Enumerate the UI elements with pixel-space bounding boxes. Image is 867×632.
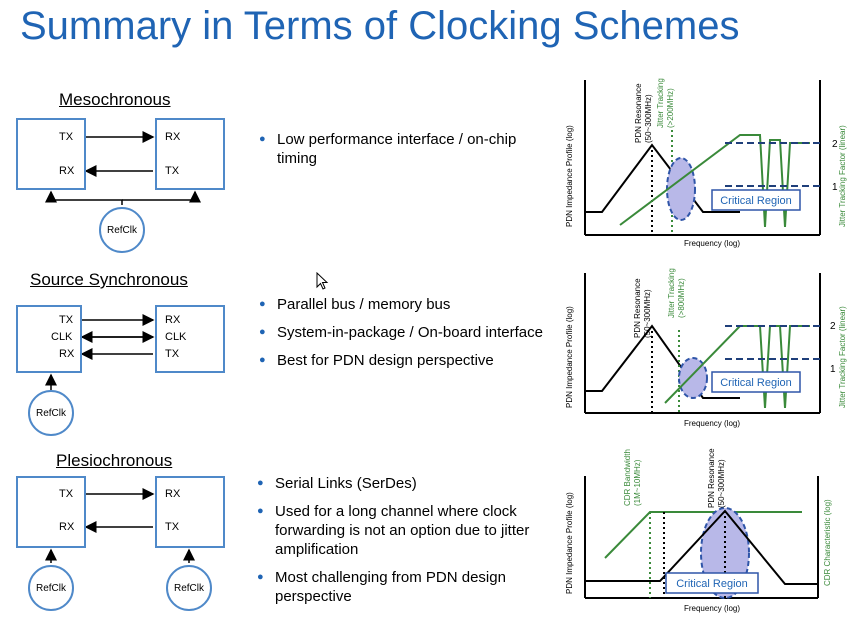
port-label: TX [59,488,74,500]
y2-axis-label: Jitter Tracking Factor (linear) [838,306,847,408]
y-axis-label: PDN Impedance Profile (log) [565,492,574,594]
y2-axis-label: CDR Characteristic (log) [823,499,832,586]
slide-title: Summary in Terms of Clocking Schemes [20,4,740,48]
refclk-circle: RefClk [28,565,74,611]
bullet-item: ● Parallel bus / memory bus [259,295,549,314]
port-label: RX [165,488,181,500]
cdr-label: CDR Bandwidth [623,449,632,506]
tracking-range: (>200MHz) [666,88,675,128]
tracking-range: (>800MHz) [677,278,686,318]
section-title-source-synchronous: Source Synchronous [30,270,188,289]
port-label: RX [165,314,181,326]
section-title-plesiochronous: Plesiochronous [56,451,173,470]
refclk-circle: RefClk [99,207,145,253]
resonance-label: PDN Resonance [634,83,643,143]
resonance-label: PDN Resonance [633,278,642,338]
port-label: TX [59,131,74,143]
bullet-item: ● Low performance interface / on-chip timing [259,130,549,168]
tracking-label: Jitter Tracking [667,268,676,318]
resonance-range: (50~300MHz) [717,459,726,508]
port-label: TX [165,521,180,533]
critical-region-label: Critical Region [720,377,792,389]
bullet-item: ● Most challenging from PDN design perspective [257,568,542,606]
x-axis-label: Frequency (log) [683,419,741,428]
bullet-item: ● Serial Links (SerDes) [257,474,542,493]
transmitter-block [16,118,86,190]
resonance-label: PDN Resonance [707,448,716,508]
y-axis-label: PDN Impedance Profile (log) [565,125,574,227]
cdr-range: (1M~10MHz) [633,459,642,506]
critical-region-label: Critical Region [676,578,748,590]
port-label: RX [165,131,181,143]
receiver-block [155,118,225,190]
y2-tick: 2 [832,139,838,150]
port-label: CLK [165,331,187,343]
port-label: TX [59,314,74,326]
port-label: TX [165,165,180,177]
port-label: TX [165,348,180,360]
port-label: RX [59,348,75,360]
y2-tick: 1 [830,364,836,375]
critical-region-label: Critical Region [720,195,792,207]
x-axis-label: Frequency (log) [683,239,741,248]
receiver-block [155,476,225,548]
port-label: RX [59,165,75,177]
port-label: CLK [51,331,73,343]
y2-tick: 2 [830,321,836,332]
y2-tick: 1 [832,182,838,193]
pdn-chart-source-synchronous [560,258,867,433]
bullet-item: ● Best for PDN design perspective [259,351,549,370]
pdn-chart-mesochronous [560,75,867,250]
bullet-item: ● System-in-package / On-board interface [259,323,549,342]
x-axis-label: Frequency (log) [683,604,741,613]
resonance-range: (50~300MHz) [643,289,652,338]
section-title-mesochronous: Mesochronous [59,90,171,109]
port-label: RX [59,521,75,533]
mouse-cursor-icon [316,272,330,292]
bullet-list [257,474,542,615]
y-axis-label: PDN Impedance Profile (log) [565,306,574,408]
bullet-item: ● Used for a long channel where clock forwarding is not an option due to jitter amplification [257,502,542,559]
pdn-chart-plesiochronous [560,436,867,614]
bullet-list [259,130,549,177]
resonance-range: (50~300MHz) [644,94,653,143]
refclk-circle: RefClk [166,565,212,611]
refclk-circle: RefClk [28,390,74,436]
tracking-label: Jitter Tracking [656,78,665,128]
y2-axis-label: Jitter Tracking Factor (linear) [838,125,847,227]
transmitter-block [16,476,86,548]
bullet-list [259,295,549,379]
